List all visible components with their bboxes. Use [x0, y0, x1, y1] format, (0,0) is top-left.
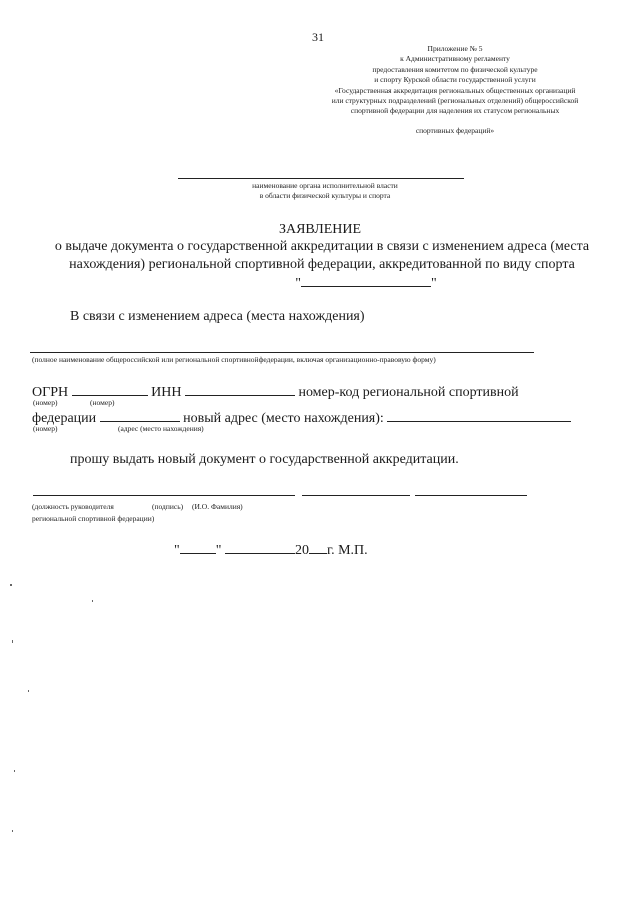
date-row — [174, 540, 368, 559]
appendix-line: предоставления комитетом по физической культуре — [372, 64, 538, 74]
organ-caption-line2: в области физической культуры и спорта — [259, 191, 391, 200]
appendix-line: и спорту Курской области государственной услуги — [374, 75, 536, 85]
date-quote-open: " — [174, 543, 180, 558]
subtitle-line1: о выдаче документа о государственной аккредитации в связи с изменением адреса (места — [54, 239, 590, 254]
request-text: прошу выдать новый документ о государственной аккредитации. — [70, 452, 459, 467]
federation-row — [32, 408, 571, 427]
quote-open: " — [295, 276, 301, 291]
position-caption-line1: (должность руководителя — [32, 502, 114, 511]
appendix-line: спортивных федераций» — [415, 125, 495, 135]
scan-speck — [28, 690, 29, 692]
subtitle-line2: нахождения) региональной спортивной федерации, аккредитованной по виду спорта — [69, 257, 575, 272]
sport-name-row — [30, 274, 614, 293]
full-name-line[interactable] — [30, 352, 534, 353]
year-field[interactable] — [309, 540, 327, 554]
inn-label: ИНН — [151, 385, 182, 400]
ogrn-caption: (номер) — [33, 398, 58, 407]
appendix-line: или структурных подразделений (региональных отделений) общероссийской — [331, 96, 579, 106]
full-name-caption: (полное наименование общероссийской или региональной спортивнойфедерации, включая организационно-правовую форму) — [32, 355, 436, 364]
quote-close: " — [431, 276, 437, 291]
signature-line[interactable] — [302, 495, 410, 496]
intro-text: В связи с изменением адреса (места нахождения) — [70, 309, 365, 324]
inn-field[interactable] — [185, 382, 295, 396]
year-prefix: 20 — [294, 543, 309, 558]
scan-speck — [10, 584, 12, 586]
ogrn-field[interactable] — [72, 382, 148, 396]
signature-caption: (подпись) — [152, 502, 184, 511]
scan-speck — [12, 640, 13, 643]
appendix-line: к Административному регламенту — [400, 54, 510, 64]
scan-speck — [12, 830, 13, 832]
scan-speck — [92, 600, 93, 602]
document-subtitle — [30, 238, 614, 293]
ogrn-label: ОГРН — [32, 385, 69, 400]
date-quote-close: " — [215, 543, 222, 558]
sport-name-field[interactable] — [301, 274, 431, 287]
month-field[interactable] — [225, 540, 295, 554]
day-field[interactable] — [180, 540, 216, 554]
position-caption-line2: региональной спортивной федерации) — [32, 514, 155, 523]
address-label: новый адрес (место нахождения): — [183, 411, 384, 426]
date-suffix: г. М.П. — [326, 543, 368, 558]
organ-caption-line1: наименование органа исполнительной власти — [252, 181, 398, 190]
new-address-field[interactable] — [387, 408, 571, 422]
organ-name-line[interactable] — [178, 178, 464, 179]
document-title: ЗАЯВЛЕНИЕ — [278, 222, 362, 237]
organ-caption — [200, 181, 450, 201]
name-caption: (И.О. Фамилия) — [192, 502, 243, 511]
federation-number-caption: (номер) — [33, 424, 58, 433]
new-address-caption: (адрес (место нахождения) — [118, 424, 204, 433]
appendix-line: «Государственная аккредитация региональных общественных организаций — [334, 85, 576, 95]
inn-caption: (номер) — [90, 398, 115, 407]
federation-number-field[interactable] — [100, 408, 180, 422]
position-line[interactable] — [33, 495, 295, 496]
ogrn-row-tail: номер-код региональной спортивной — [298, 385, 519, 400]
page-number: 31 — [312, 30, 324, 44]
appendix-line: Приложение № 5 — [427, 44, 483, 53]
appendix-line: спортивной федерации для наделения их статусом региональных — [350, 106, 560, 116]
federation-label: федерации — [32, 411, 97, 426]
name-line[interactable] — [415, 495, 527, 496]
appendix-header — [300, 44, 610, 136]
scan-speck — [14, 770, 15, 772]
